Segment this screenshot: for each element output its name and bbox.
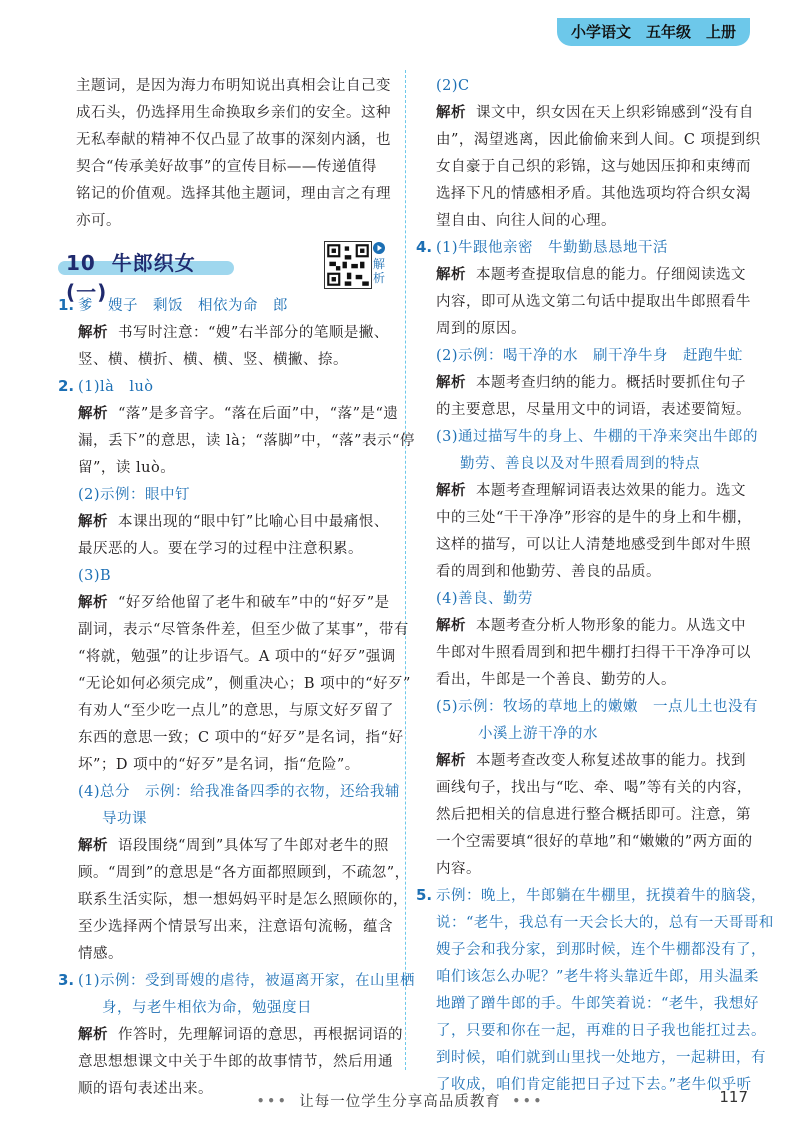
text-line: 至少选择两个情景写出来，注意语句流畅，蕴含 xyxy=(78,919,393,935)
text-line: 解析 本题考查归纳的能力。概括时要抓住句子 xyxy=(436,375,746,391)
answer-line: 说：“老牛，我总有一天会长大的，总有一天哥哥和 xyxy=(436,915,774,931)
text-line: 牛郎对牛照看周到和把牛棚打扫得干干净净可以 xyxy=(436,645,751,661)
text-line: 联系生活实际，想一想妈妈平时是怎么照顾你的， xyxy=(78,892,408,908)
column-divider xyxy=(405,70,406,1070)
question-number: 5. xyxy=(416,886,433,904)
qr-code-icon[interactable] xyxy=(324,241,372,289)
text-line: 解析 本题考查改变人称复述故事的能力。找到 xyxy=(436,753,746,769)
page-number: 117 xyxy=(719,1088,748,1106)
answer-line: 示例：晚上，牛郎躺在牛棚里，抚摸着牛的脑袋， xyxy=(436,888,766,904)
text-line: 亦可。 xyxy=(76,213,121,229)
text-line: 选择下凡的情感相矛盾。其他选项均符合织女渴 xyxy=(436,186,751,202)
text-line: 契合“传承美好故事”的宣传目标——传递值得 xyxy=(76,159,377,175)
answer-line: 地蹭了蹭牛郎的手。牛郎笑着说：“老牛，我想好 xyxy=(436,996,759,1012)
text-line: 坏”；D 项中的“好歹”是名词，指“危险”。 xyxy=(78,757,360,773)
answer-line: (4)总分 示例：给我准备四季的衣物，还给我辅 xyxy=(78,784,401,800)
text-line: 解析 本课出现的“眼中钉”比喻心目中最痛恨、 xyxy=(78,514,389,530)
answer-line: 咱们该怎么办呢？”老牛将头靠近牛郎，用头温柔 xyxy=(436,969,759,985)
text-line: 这样的描写，可以让人清楚地感受到牛郎对牛照 xyxy=(436,537,751,553)
text-line: 的主要意思，尽量用文中的词语，表述要简短。 xyxy=(436,402,751,418)
text-line: 周到的原因。 xyxy=(436,321,526,337)
text-line: 竖、横、横折、横、横、竖、横撇、捺。 xyxy=(78,352,348,368)
answer-line: (1)示例：受到哥嫂的虐待，被逼离开家，在山里栖 xyxy=(78,973,416,989)
text-line: 由”，渴望逃离，因此偷偷来到人间。C 项提到织 xyxy=(436,132,761,148)
answer-line: 爹 嫂子 剩饭 相依为命 郎 xyxy=(78,298,288,314)
answer-line: 到时候，咱们就到山里找一处地方，一起耕田，有 xyxy=(436,1050,766,1066)
text-line: 留”，读 luò。 xyxy=(78,460,176,476)
text-line: 解析 语段围绕“周到”具体写了牛郎对老牛的照 xyxy=(78,838,389,854)
text-line: 一个空需要填“很好的草地”和“嫩嫩的”两方面的 xyxy=(436,834,753,850)
text-line: 最厌恶的人。要在学习的过程中注意积累。 xyxy=(78,541,363,557)
answer-line: 嫂子会和我分家，到那时候，连个牛棚都没有了， xyxy=(436,942,766,958)
answer-line: 了，只要和你在一起，再难的日子我也能扛过去。 xyxy=(436,1023,766,1039)
answer-line: 导功课 xyxy=(102,811,147,827)
question-number: 2. xyxy=(58,377,75,395)
text-line: 意思想想课文中关于牛郎的故事情节，然后用通 xyxy=(78,1054,393,1070)
text-line: 解析 本题考查提取信息的能力。仔细阅读选文 xyxy=(436,267,746,283)
footer-slogan: ••• 让每一位学生分享高品质教育 ••• xyxy=(256,1094,544,1110)
answer-line: (3)B xyxy=(78,568,112,584)
text-line: 画线句子，找出与“吃、牵、喝”等有关的内容， xyxy=(436,780,752,796)
text-line: 解析 课文中，织女因在天上织彩锦感到“没有自 xyxy=(436,105,754,121)
answer-line: 了收成，咱们肯定能把日子过下去。”老牛似乎听 xyxy=(436,1077,752,1093)
text-line: 情感。 xyxy=(78,946,123,962)
text-line: 顾。“周到”的意思是“各方面都照顾到，不疏忽”， xyxy=(78,865,410,881)
lesson-heading xyxy=(58,247,234,304)
text-line: “将就，勉强”的让步语气。A 项中的“好歹”强调 xyxy=(78,649,396,665)
text-line: 成石头，仍选择用生命换取乡亲们的安全。这种 xyxy=(76,105,391,121)
text-line: 内容，即可从选文第二句话中提取出牛郎照看牛 xyxy=(436,294,751,310)
answer-line: 身，与老牛相依为命，勉强度日 xyxy=(102,1000,312,1016)
answer-line: (5)示例：牧场的草地上的嫩嫩 一点儿土也没有 xyxy=(436,699,759,715)
text-line: 内容。 xyxy=(436,861,481,877)
text-line: 副词，表示“尽管条件差，但至少做了某事”，带有 xyxy=(78,622,409,638)
text-line: “无论如何必须完成”，侧重决心；B 项中的“好歹” xyxy=(78,676,411,692)
text-line: 解析 本题考查理解词语表达效果的能力。选文 xyxy=(436,483,746,499)
text-line: 看的周到和他勤劳、善良的品质。 xyxy=(436,564,661,580)
book-tag: 小学语文 五年级 上册 xyxy=(557,18,750,46)
text-line: 有劝人“至少吃一点儿”的意思，与原文好歹留了 xyxy=(78,703,394,719)
answer-line: (2)示例：眼中钉 xyxy=(78,487,191,503)
question-number: 4. xyxy=(416,238,433,256)
answer-line: (3)通过描写牛的身上、牛棚的干净来突出牛郎的 xyxy=(436,429,759,445)
answer-line: (2)示例：喝干净的水 刷干净牛身 赶跑牛虻 xyxy=(436,348,744,364)
question-number: 3. xyxy=(58,971,75,989)
text-line: 解析 作答时，先理解词语的意思，再根据词语的 xyxy=(78,1027,403,1043)
text-line: 中的三处“干干净净”形容的是牛的身上和牛棚， xyxy=(436,510,752,526)
text-line: 解析 书写时注意：“嫂”右半部分的笔顺是撇、 xyxy=(78,325,389,341)
text-line: 解析 本题考查分析人物形象的能力。从选文中 xyxy=(436,618,746,634)
answer-line: (4)善良、勤劳 xyxy=(436,591,534,607)
text-line: 无私奉献的精神不仅凸显了故事的深刻内涵，也 xyxy=(76,132,391,148)
text-line: 解析 “好歹给他留了老牛和破车”中的“好歹”是 xyxy=(78,595,390,611)
lesson-title: 10 牛郎织女(一) xyxy=(66,251,196,304)
qr-label: 解析 xyxy=(373,242,389,285)
question-number: 1. xyxy=(58,296,75,314)
text-line: 看出，牛郎是一个善良、勤劳的人。 xyxy=(436,672,676,688)
text-line: 东西的意思一致；C 项中的“好歹”是名词，指“好 xyxy=(78,730,404,746)
play-icon xyxy=(373,242,385,254)
answer-line: (1)là luò xyxy=(78,379,154,395)
text-line: 铭记的价值观。选择其他主题词，理由言之有理 xyxy=(76,186,391,202)
answer-line: 小溪上游干净的水 xyxy=(478,726,598,742)
answer-line: 勤劳、善良以及对牛照看周到的特点 xyxy=(460,456,700,472)
text-line: 顺的语句表述出来。 xyxy=(78,1081,213,1097)
answer-line: (2)C xyxy=(436,78,470,94)
text-line: 漏，丢下”的意思，读 là；“落脚”中，“落”表示“停 xyxy=(78,433,415,449)
answer-line: (1)牛跟他亲密 牛勤勤恳恳地干活 xyxy=(436,240,669,256)
text-line: 解析 “落”是多音字。“落在后面”中，“落”是“遗 xyxy=(78,406,399,422)
text-line: 望自由、向往人间的心理。 xyxy=(436,213,616,229)
text-line: 女自豪于自己织的彩锦，这与她因压抑和束缚而 xyxy=(436,159,751,175)
text-line: 主题词，是因为海力布明知说出真相会让自己变 xyxy=(76,78,391,94)
text-line: 然后把相关的信息进行整合概括即可。注意，第 xyxy=(436,807,751,823)
